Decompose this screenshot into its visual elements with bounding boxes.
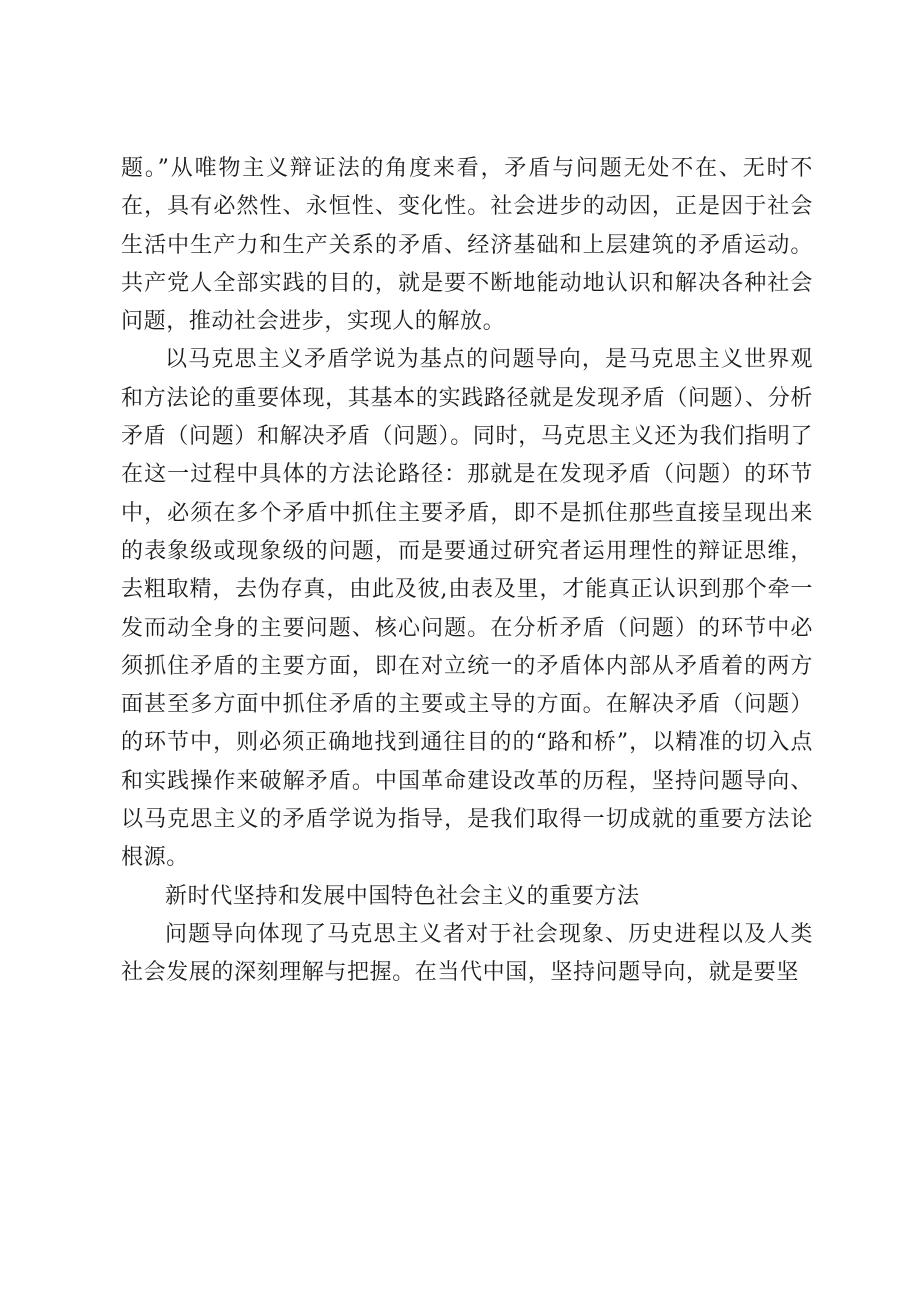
paragraph-problem-orientation: 问题导向体现了马克思主义者对于社会现象、历史进程以及人类社会发展的深刻理解与把握。在当代中国，坚持问题导向，就是要坚 [121, 921, 813, 986]
paragraph-continuation: 题。”从唯物主义辩证法的角度来看，矛盾与问题无处不在、无时不在，具有必然性、永恒性、变化性。社会进步的动因，正是因于社会生活中生产力和生产关系的矛盾、经济基础和上层建筑的矛盾运动。共产党人全部实践的目的，就是要不断地能动地认识和解决各种社会问题，推动社会进步，实现人的解放。 [121, 156, 813, 335]
section-heading: 新时代坚持和发展中国特色社会主义的重要方法 [165, 883, 640, 909]
paragraph-contradiction-theory: 以马克思主义矛盾学说为基点的问题导向，是马克思主义世界观和方法论的重要体现，其基本的实践路径就是发现矛盾（问题）、分析矛盾（问题）和解决矛盾（问题）。同时，马克思主义还为我们指明了在这一过程中具体的方法论路径：那就是在发现矛盾（问题）的环节中，必须在多个矛盾中抓住主要矛盾，即不是抓住那些直接呈现出来的表象级或现象级的问题，而是要通过研究者运用理性的辩证思维，去粗取精，去伪存真，由此及彼,由表及里，才能真正认识到那个牵一发而动全身的主要问题、核心问题。在分析矛盾（问题）的环节中必须抓住矛盾的主要方面，即在对立统一的矛盾体内部从矛盾着的两方面甚至多方面中抓住矛盾的主要或主导的方面。在解决矛盾（问题）的环节中，则必须正确地找到通往目的的“路和桥”，以精准的切入点和实践操作来破解矛盾。中国革命建设改革的历程，坚持问题导向、以马克思主义的矛盾学说为指导，是我们取得一切成就的重要方法论根源。 [121, 347, 813, 871]
document-body [121, 150, 813, 993]
